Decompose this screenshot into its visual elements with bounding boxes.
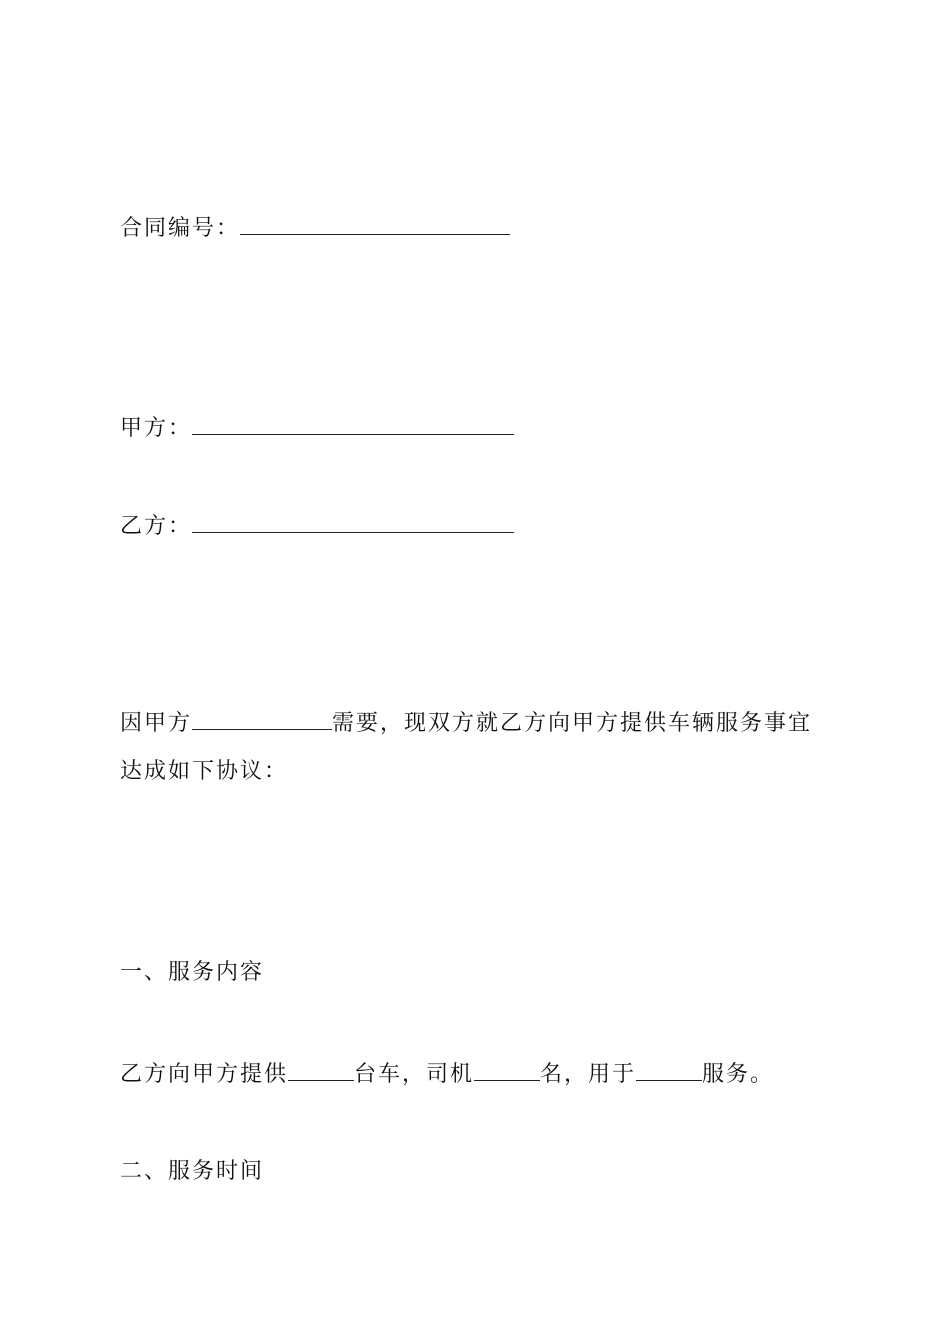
party-a-line bbox=[120, 412, 514, 444]
intro-text-1: 因甲方 bbox=[120, 711, 193, 736]
driver-count-blank[interactable] bbox=[474, 1058, 540, 1081]
contract-number-label: 合同编号： bbox=[120, 216, 241, 241]
section-2-heading: 二、服务时间 bbox=[120, 1159, 265, 1184]
intro-purpose-blank[interactable] bbox=[192, 707, 332, 730]
party-b-label: 乙方： bbox=[120, 514, 193, 539]
vehicle-count-blank[interactable] bbox=[288, 1058, 354, 1081]
intro-text-3: 达成如下协议： bbox=[120, 759, 289, 784]
contract-number-line bbox=[120, 212, 510, 244]
service-content-line bbox=[120, 1058, 774, 1090]
intro-text-2: 需要，现双方就乙方向甲方提供车辆服务事宜 bbox=[332, 711, 813, 736]
section-1-heading: 一、服务内容 bbox=[120, 960, 265, 985]
party-b-line bbox=[120, 510, 514, 542]
party-b-blank[interactable] bbox=[192, 510, 514, 533]
party-a-blank[interactable] bbox=[192, 412, 514, 435]
service-text-4: 服务。 bbox=[702, 1062, 775, 1087]
party-a-label: 甲方： bbox=[120, 416, 193, 441]
contract-number-blank[interactable] bbox=[240, 212, 510, 235]
service-text-1: 乙方向甲方提供 bbox=[120, 1062, 289, 1087]
service-text-3: 名，用于 bbox=[540, 1062, 637, 1087]
service-purpose-blank[interactable] bbox=[636, 1058, 702, 1081]
service-text-2: 台车，司机 bbox=[354, 1062, 475, 1087]
intro-paragraph bbox=[120, 700, 840, 796]
